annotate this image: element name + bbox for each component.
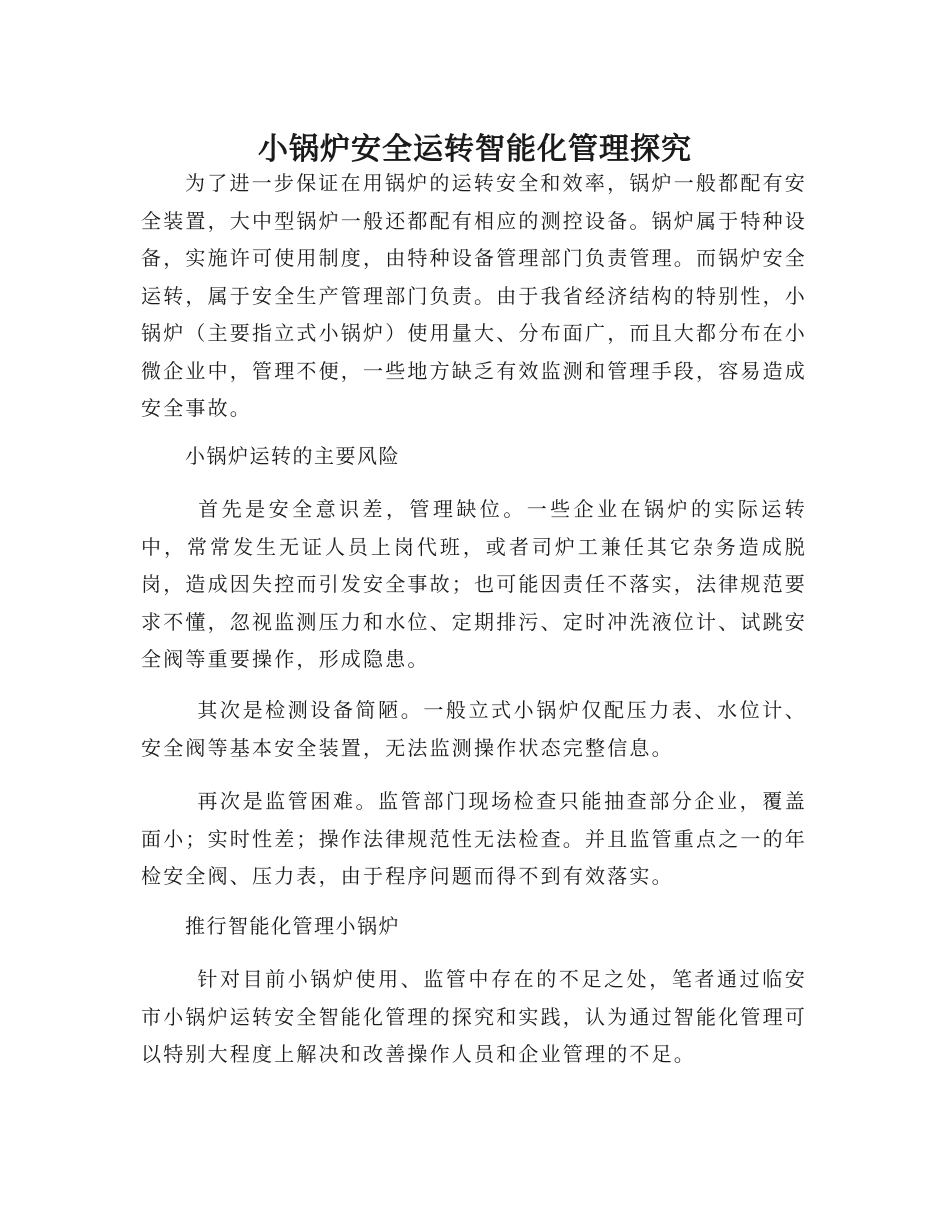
solution-paragraph — [141, 961, 807, 1074]
risk-text-3: 再次是监管困难。监管部门现场检查只能抽查部分企业，覆盖面小；实时性差；操作法律规范性无法检查。并且监管重点之一的年检安全阀、压力表，由于程序问题而得不到有效落实。 — [141, 789, 807, 888]
intro-paragraph — [141, 165, 807, 428]
intro-text: 为了进一步保证在用锅炉的运转安全和效率，锅炉一般都配有安全装置，大中型锅炉一般还都配有相应的测控设备。锅炉属于特种设备，实施许可使用制度，由特种设备管理部门负责管理。而锅炉安全运转，属于安全生产管理部门负责。由于我省经济结构的特别性，小锅炉（主要指立式小锅炉）使用量大、分布面广，而且大都分布在小微企业中，管理不便，一些地方缺乏有效监测和管理手段，容易造成安全事故。 — [141, 171, 807, 420]
risk-paragraph-2 — [141, 692, 807, 767]
risk-paragraph-1 — [141, 491, 807, 679]
section-heading-risks: 小锅炉运转的主要风险 — [185, 444, 400, 468]
document-title: 小锅炉安全运转智能化管理探究 — [258, 132, 692, 168]
risk-text-2: 其次是检测设备简陋。一般立式小锅炉仅配压力表、水位计、安全阀等基本安全装置，无法监测操作状态完整信息。 — [141, 698, 807, 760]
section-heading-smart-management: 推行智能化管理小锅炉 — [185, 914, 400, 938]
solution-text: 针对目前小锅炉使用、监管中存在的不足之处，笔者通过临安市小锅炉运转安全智能化管理的探究和实践，认为通过智能化管理可以特别大程度上解决和改善操作人员和企业管理的不足。 — [141, 967, 807, 1066]
risk-text-1: 首先是安全意识差，管理缺位。一些企业在锅炉的实际运转中，常常发生无证人员上岗代班，或者司炉工兼任其它杂务造成脱岗，造成因失控而引发安全事故；也可能因责任不落实，法律规范要求不懂，忽视监测压力和水位、定期排污、定时冲洗液位计、试跳安全阀等重要操作，形成隐患。 — [141, 497, 807, 671]
risk-paragraph-3 — [141, 783, 807, 896]
